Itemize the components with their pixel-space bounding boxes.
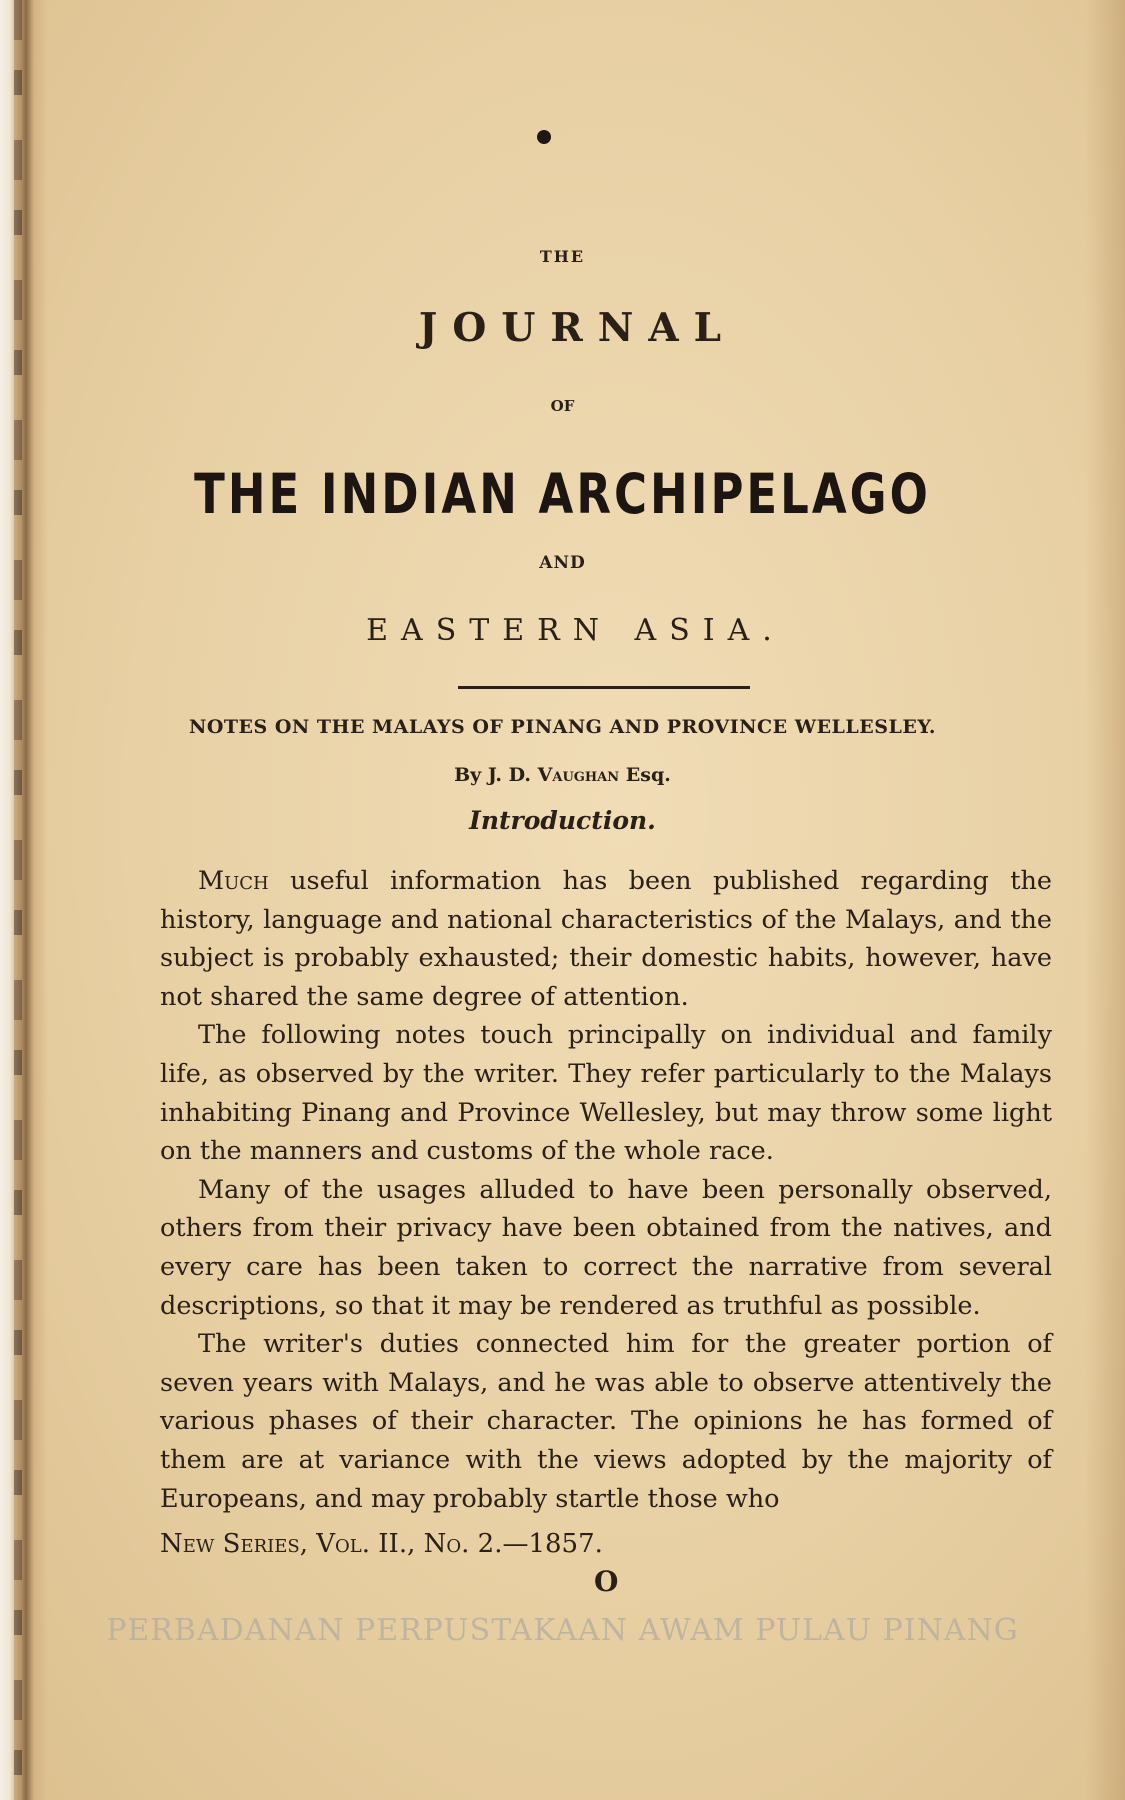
series-line xyxy=(160,1529,603,1559)
paragraph-1-text: useful information has been published regarding the history, language and national characteristics of the Malays, and the subject is probably exhausted; their domestic habits, however, have not shared the same degree of attention. xyxy=(160,866,1052,1012)
byline-prefix: By J. D. xyxy=(454,764,531,786)
title-journal: JOURNAL xyxy=(418,305,737,351)
paragraph-3: Many of the usages alluded to have been personally observed, others from their privacy have been obtained from the natives, and every care has been taken to correct the narrative from several descriptions, so that it may be rendered as truthful as possible. xyxy=(160,1174,1052,1321)
title-eastern-asia: EASTERN ASIA. xyxy=(366,613,785,648)
paragraph-4: The writer's duties connected him for the greater portion of seven years with Malays, and he was able to observe attentively the various phases of their character. The opinions he has formed of them are at variance with the views adopted by the majority of Europeans, and may probably startle those who xyxy=(160,1329,1052,1514)
section-title: Introduction. xyxy=(469,806,656,835)
library-watermark: PERBADANAN PERPUSTAKAAN AWAM PULAU PINANG xyxy=(106,1613,1019,1648)
ornament-dot xyxy=(537,130,551,144)
byline-suffix: Esq. xyxy=(625,764,671,786)
title-of: OF xyxy=(550,397,575,415)
paragraph-1-lead: Much xyxy=(198,866,269,896)
series-text: New Series, Vol. II., No. 2.—1857. xyxy=(160,1529,603,1559)
title-rule xyxy=(458,686,750,689)
title-the: THE xyxy=(539,247,586,266)
paragraph-1 xyxy=(160,862,1052,1016)
article-heading: NOTES ON THE MALAYS OF PINANG AND PROVINCE WELLESLEY. xyxy=(188,716,937,738)
signature-mark: O xyxy=(594,1565,619,1598)
byline-author: Vaughan xyxy=(537,764,620,786)
title-and: AND xyxy=(539,553,586,573)
article-body xyxy=(160,862,1052,1518)
page-edge-shadow xyxy=(1085,0,1125,1800)
title-indian-archipelago: THE INDIAN ARCHIPELAGO xyxy=(194,462,931,527)
article-byline xyxy=(0,764,1125,786)
paragraph-2: The following notes touch principally on individual and family life, as observed by the writer. They refer particularly to the Malays inhabiting Pinang and Province Wellesley, but may throw some light on the manners and customs of the whole race. xyxy=(160,1020,1052,1167)
torn-left-edge xyxy=(0,0,48,1800)
